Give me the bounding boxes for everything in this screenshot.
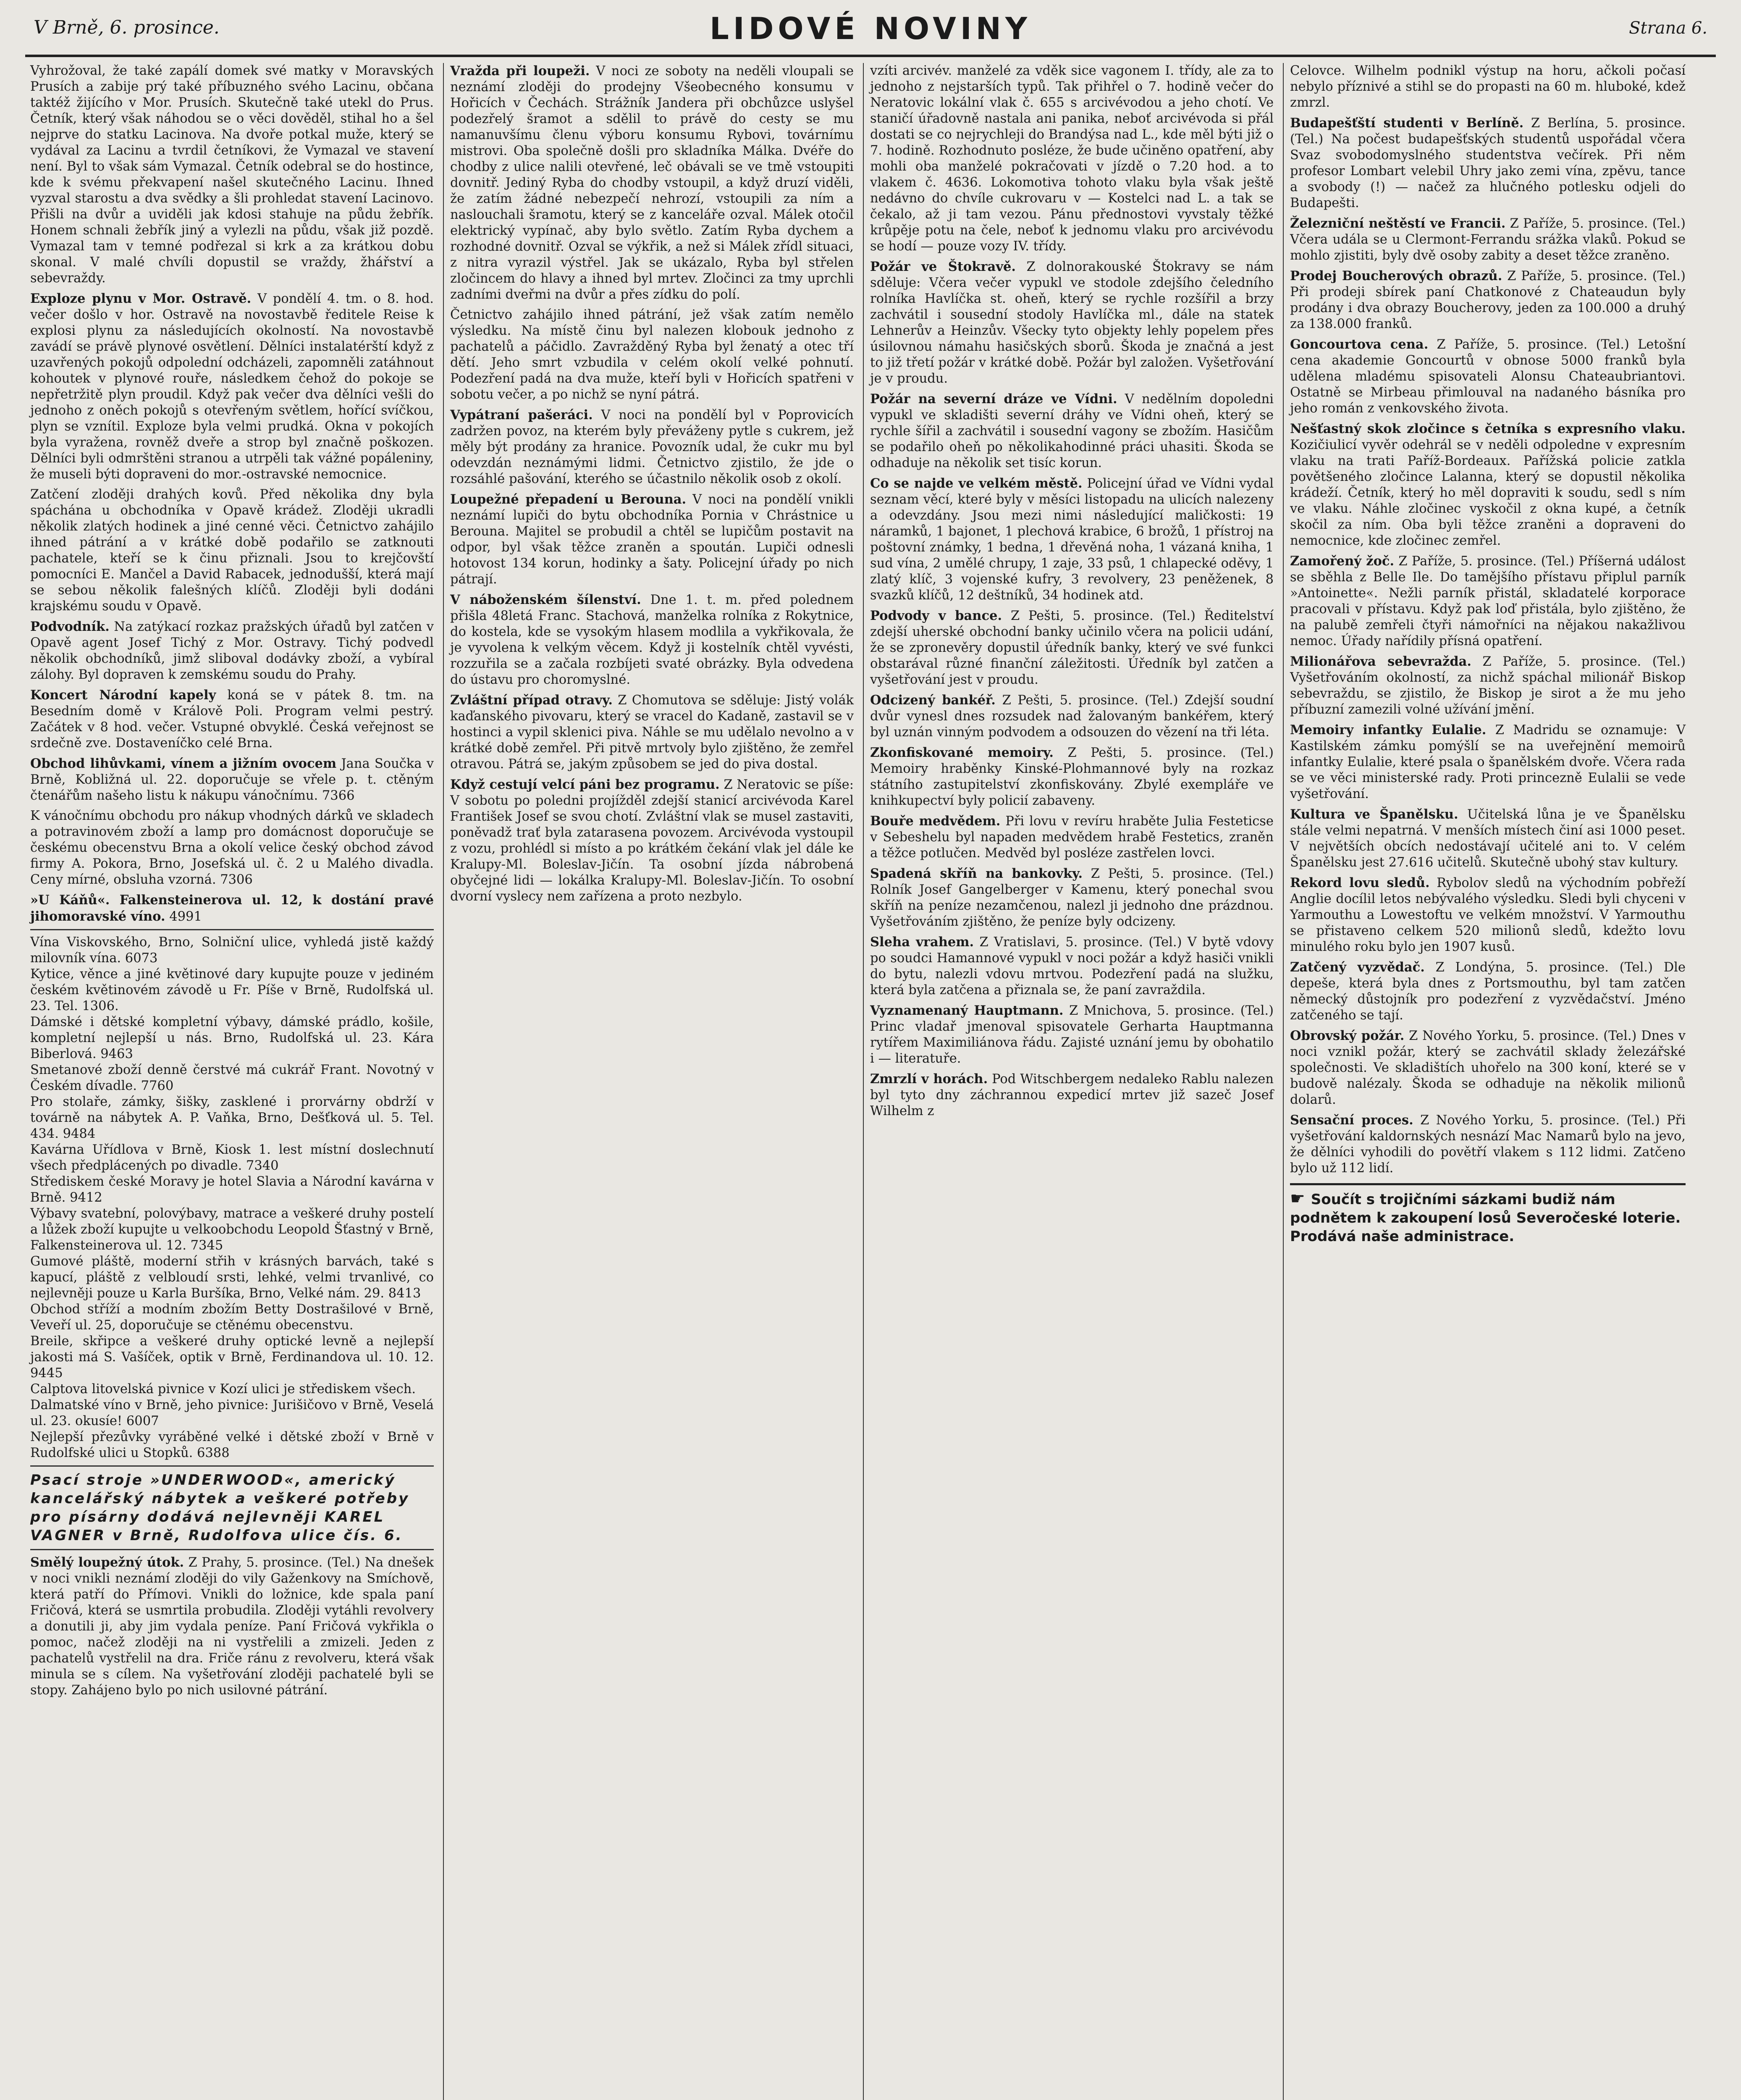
article (30, 487, 434, 614)
column-3 (865, 63, 1279, 2100)
article (870, 1071, 1274, 1119)
article-body: Z Neratovic se píše: V sobotu po poledni projížděl zdejší stanicí arcivévoda Karel František Josef se svou chotí. Zvláštní vlak se musel zastaviti, poněvadž trať byla zatarasena povozem. Arcivévoda vystoupil z vozu, prohlédl si místo a po krátkém čekání vlak jel dále ke Kralupy-Ml. Boleslav-Jičín. Ta osobní jízda nábrobená obyčejné lidi — lokálka Kralupy-Ml. Boleslav-Jičín. To osobní dvorní vyslecy nem zařízena a proto nezbylo. (450, 777, 854, 904)
article-body: Z Paříže, 5. prosince. (Tel.) Při prodeji sbírek paní Chatkonové z Chateaudun byly prodány i dva obrazy Boucherovy, jeden za 100.000 a druhý za 138.000 franků. (1290, 269, 1686, 331)
lottery-notice (1290, 1183, 1686, 1246)
article (1290, 722, 1686, 802)
article-headline: Goncourtova cena. (1290, 337, 1429, 352)
article-headline: Požár na severní dráze ve Vídni. (870, 391, 1117, 407)
article (870, 391, 1274, 471)
article-body: Z Chomutova se sděluje: Jistý volák kaďanského pivovaru, který se vracel do Kadaně, zastavil se v hostinci a vypil sklenici piva. Náhle se mu udělalo nevolno a v krátké době zemřel. Při pitvě mrtvoly bylo zjištěno, že zemřel otravou. Pátrá se, jakým způsobem se jed do piva dostal. (450, 693, 854, 772)
article (30, 808, 434, 888)
article (450, 777, 854, 905)
article-headline: Smělý loupežný útok. (30, 1555, 184, 1570)
article-headline: »U Káňů«. Falkensteinerova ul. 12, k dostání pravé jihomoravské víno. (30, 892, 434, 924)
classified-ad: Gumové pláště, moderní střih v krásných barvách, také s kapucí, pláště z velbloudí srsti, lehké, velmi trvanlivé, co nejlevněji pouze u Karla Buršíka, Brno, Velké nám. 29. 8413 (30, 1254, 434, 1301)
masthead (25, 8, 1716, 57)
article-body: V pondělí 4. tm. o 8. hod. večer došlo v hor. Ostravě na novostavbě ředitele Reise k explosi plynu za následujících okolností. Na novostavbě zavádí se právě plynové osvětlení. Dělníci instalatérští když z uzavřených pokojů odpolední odcházeli, zapomněli zatáhnout kohoutek v plynové rouře, následkem čehož do pokoje se nepřetržitě plyn proudil. Když pak večer dva dělníci vešli do jednoho z oněch pokojů s otevřeným světlem, hořící svíčkou, plyn se vznítil. Exploze byla velmi prudká. Okna v pokojích byla vyražena, rovněž dveře a strop byl značně poškozen. Dělníci byli odmrštěni stranou a utrpěli tak vážné popáleniny, že museli býti dopraveni do mor.-ostravské nemocnice. (30, 291, 434, 482)
article (870, 259, 1274, 387)
article-body: Z Paříže, 5. prosince. (Tel.) Příšerná událost se sběhla z Belle Ile. Do tamějšího přístavu připlul parník »Antoinette«. Nežli parník přistál, skladatelé korporace pracovali v přístavu. Když pak loď přistála, bylo zjištěno, že na palubě zemřeli čtyři námořníci na nějakou nakažlivou nemoc. Úřady nařídily přísná opatření. (1290, 554, 1686, 648)
article-headline: Železniční neštěstí ve Francii. (1290, 216, 1506, 231)
article-headline: Loupežné přepadení u Berouna. (450, 492, 687, 507)
article-body: Dne 1. t. m. před polednem přišla 48letá Franc. Stachová, manželka rolníka z Rokytnice, do kostela, kde se vysokým hlasem modlila a vykřikovala, že je vyvolena k velkým věcem. Když ji kostelník chtěl vyvésti, rozzuřila se a začala rozbíjeti svaté obrázky. Byla odvedena do ústavu pro choromyslné. (450, 593, 854, 687)
article (1290, 268, 1686, 332)
ad-separator (30, 1549, 434, 1550)
article-headline: Zamořený žoč. (1290, 554, 1395, 569)
article-body: Z Londýna, 5. prosince. (Tel.) Dle depeše, která byla dnes z Portsmouthu, byl tam zatčen německý důstojník pro podezření z vyzvědačství. Jméno zatčeného se tají. (1290, 960, 1686, 1023)
article-headline: Prodej Boucherových obrazů. (1290, 268, 1502, 284)
column-2 (445, 63, 859, 2100)
classified-ad: Dalmatské víno v Brně, jeho pivnice: Jurišičovo v Brně, Veselá ul. 23. okusíe! 6007 (30, 1398, 434, 1428)
article-headline: Zvláštní případ otravy. (450, 693, 613, 708)
columns (25, 63, 1716, 2100)
article-headline: Podvodník. (30, 619, 110, 634)
article-body: K vánočnímu obchodu pro nákup vhodných dárků ve skladech a potravinovém zboží a lamp pro domácnost doporučuje se českému obecenstvu Brna a okolí velice český obchod závod firmy A. Pokora, Brno, Josefská ul. č. 2 u Malého divadla. Ceny mírné, obsluha vzorná. 7306 (30, 808, 434, 887)
article (1290, 553, 1686, 649)
classified-ad: Dámské i dětské kompletní výbavy, dámské prádlo, košile, kompletní nejlepší u nás. Brno, Rudolfská ul. 23. Kára Biberlová. 9463 (30, 1015, 434, 1061)
ad-separator (30, 929, 434, 930)
article-body: Kozičiulicí vyvěr odehrál se v neděli odpoledne v expresním vlaku na trati Paříž-Bordeaux. Pařížská policie zatkla povětšeného zločince Lalanna, který se dopustil několika krádeží. Četník, který ho měl dopraviti k soudu, sedl s ním ve vlaku. Náhle zločinec vyskočil z okna kupé, a četník skočil za ním. Oba byli těžce zraněni a dopraveni do nemocnice, kde zločinec zemřel. (1290, 438, 1686, 548)
article (870, 63, 1274, 255)
article-body: Celovce. Wilhelm podnikl výstup na horu, ačkoli počasí nebylo příznivé a stihl se do propasti na 60 m. hluboké, kdež zmrzl. (1290, 63, 1686, 110)
article-body: Z Paříže, 5. prosince. (Tel.) Letošní cena akademie Goncourtů v obnose 5000 franků byla udělena mladému spisovateli Alonsu Chateaubriantovi. Ostatně se Mirbeau přimlouval na nadaného básníka pro jeho román z venkovského života. (1290, 337, 1686, 416)
classified-ad: Střediskem české Moravy je hotel Slavia a Národní kavárna v Brně. 9412 (30, 1174, 434, 1205)
typewriter-advertisement: Psací stroje »UNDERWOOD«, americký kancelářský nábytek a veškeré potřeby pro písárny dodává nejlevněji KAREL VAGNER v Brně, Rudolfova ulice čís. 6. (30, 1472, 410, 1544)
article (870, 475, 1274, 604)
article-body: Z Nového Yorku, 5. prosince. (Tel.) Při vyšetřování kaldornských nesnází Mac Namarů bylo na jevo, že dělníci vyhodili do povětří vlakem s 112 lidmi. Zatčeno bylo už 112 lidí. (1290, 1113, 1686, 1176)
article (1290, 875, 1686, 955)
classified-ad: Smetanové zboží denně čerstvé má cukrář Frant. Novotný v Českém dívadle. 7760 (30, 1063, 434, 1093)
article (30, 619, 434, 683)
article-body: Z Pešti, 5. prosince. (Tel.) Ředitelství zdejší uherské obchodní banky učinilo včera na policii udání, že se zpronevěry dopustil úředník banky, který ve své funkci obstarával různé finanční záležitosti. Úředník byl zatčen a vyšetřování jest v proudu. (870, 609, 1274, 687)
article-headline: Exploze plynu v Mor. Ostravě. (30, 291, 252, 306)
article-headline: Bouře medvědem. (870, 814, 1001, 829)
article-body: Z dolnorakouské Štokravy se nám sděluje: Včera večer vypukl ve stodole zdejšího čeledního rolníka Havlíčka st. oheň, který se rychle rozšířil a brzy zachvátil i sousední stodoly Havlíčka ml., dále na statek Lehnerův a Heinzův. Všecky tyto objekty lehly popelem přes úsilovnou námahu hasičských sborů. Škoda je značná a jest to již třetí požár v krátké době. Požár byl založen. Vyšetřování je v proudu. (870, 260, 1274, 386)
article-body: Z Mnichova, 5. prosince. (Tel.) Princ vladař jmenoval spisovatele Gerharta Hauptmanna rytířem Maximiliánova řádu. Zajisté uznání jemu by obohatilo i — literatuře. (870, 1003, 1274, 1066)
article-headline: Nešťastný skok zločince s četníka s expresního vlaku. (1290, 421, 1686, 436)
article (450, 63, 854, 303)
article (30, 892, 434, 925)
article (1290, 421, 1686, 549)
article (450, 307, 854, 403)
article-body: V noci na pondělí vnikli neznámí lupiči do bytu obchodníka Pornia v Chrástnice u Berouna. Majitel se probudil a chtěl se lupičům postavit na odpor, byl však těžce zraněn a spoután. Lupiči odnesli hotovost 134 korun, hodinky a šaty. Policejní úřady po nich pátrají. (450, 492, 854, 587)
article-headline: Milionářova sebevražda. (1290, 654, 1472, 669)
article-body: Četnictvo zahájilo ihned pátrání, jež však zatím nemělo výsledku. Na místě činu byl nalezen klobouk jednoho z pachatelů a páčidlo. Zavražděný Ryba byl ženatý a otec tří dětí. Jeho smrt vzbudila v celém okolí velké pohnutí. Podezření padá na dva muže, kteří byli v Hořicích spatřeni v sobotu večer, a po nichž se nyní pátrá. (450, 307, 854, 402)
classified-ad: Breile, skřipce a veškeré druhy optické levně a nejlepší jakosti má S. Vašíček, optik v Brně, Ferdinandova ul. 10. 12. 9445 (30, 1334, 434, 1381)
article (1290, 959, 1686, 1024)
article (870, 866, 1274, 930)
article-headline: Vypátraní pašeráci. (450, 407, 593, 423)
article-headline: Požár ve Štokravě. (870, 259, 1016, 274)
article (30, 756, 434, 804)
article-headline: V náboženském šílenství. (450, 592, 641, 607)
classified-ad: Výbavy svatební, polovýbavy, matrace a veškeré druhy postelí a lůžek zboží kupujte u velkoobchodu Leopold Šťastný v Brně, Falkensteinerova ul. 12. 7345 (30, 1206, 434, 1253)
article-body: Z Madridu se oznamuje: V Kastilském zámku pomýšlí se na uveřejnění memoirů infantky Eulalie, které psala o španělském dvoře. Včera rada se ve věci ministerské rady. Proti princezně Eulalii se vede vyšetřování. (1290, 723, 1686, 801)
article-headline: Rekord lovu sledů. (1290, 875, 1430, 890)
article (870, 1003, 1274, 1067)
newspaper-title: LIDOVÉ NOVINY (709, 11, 1032, 46)
lottery-notice-text: Součít s trojičními sázkami budiž nám podnětem k zakoupení losů Severočeské loterie. Prodává naše administrace. (1290, 1191, 1681, 1245)
article (450, 592, 854, 688)
pointing-hand-icon: ☛ (1290, 1189, 1311, 1208)
article (1290, 115, 1686, 211)
article-body: Rybolov sledů na východním pobřeží Anglie docílil letos nebývalého výsledku. Sledi byli chyceni v Yarmouthu a Lowestoftu ve velkém množství. V Yarmouthu se přistaveno celkem 520 milionů sledů, kdežto lovu minulého roku bylo jen 1907 kusů. (1290, 876, 1686, 954)
ad-separator (30, 1465, 434, 1467)
article-body: Vyhrožoval, že také zapálí domek své matky v Moravských Prusích a zabije prý také příbuzného svého Lacinu, občana taktéž žijícího v Mor. Prusích. Skutečně také utekl do Prus. Četník, který však náhodou se o věci dověděl, stihal ho a šel nejprve do statku Lacinova. Na dvoře potkal muže, který se vydával za Lacinu a tvrdil četníkovi, že Vymazal ve stavení není. Byl to však sám Vymazal. Četník odebral se do hostince, kde k svému překvapení našel skutečného Lacinu. Ihned vyzval starostu a dva svědky a šli prohledat stavení Lacinovo. Přišli na dvůr a uviděli jak kdosi stahuje na půdu žebřík. Honem schnali žebřík jiný a vylezli na půdu, však již pozdě. Vymazal tam v temné podřezal si krk a za krátkou dobu skonal. V malé chvíli dopustil se vraždy, žhářství a sebevraždy. (30, 63, 434, 286)
article (1290, 1028, 1686, 1108)
article-headline: Vyznamenaný Hauptmann. (870, 1003, 1064, 1018)
article-body: Jana Součka v Brně, Kobližná ul. 22. doporučuje se vřele p. t. ctěným čtenářům našeho listu k nákupu vánočnímu. 7366 (30, 756, 434, 803)
article-headline: Zkonfiskované memoiry. (870, 745, 1054, 760)
article-headline: Když cestují velcí páni bez programu. (450, 777, 720, 792)
article (1290, 654, 1686, 718)
article-headline: Podvody v bance. (870, 608, 1002, 623)
article (870, 745, 1274, 809)
article-body: V nedělním dopoledni vypukl ve skladišti severní dráhy ve Vídni oheň, který se rychle šířil a zachvátil i sousední vagony se zbožím. Hasičům se podařilo oheň po několikahodinné práci uhasiti. Škoda se odhaduje na několik set tisíc korun. (870, 392, 1274, 470)
article-body: Na zatýkací rozkaz pražských úřadů byl zatčen v Opavě agent Josef Tichý z Mor. Ostravy. Tichý podvedl několik obchodníků, jimž sliboval dodávky zboží, a vybíral zálohy. Byl dopraven k zemskému soudu do Prahy. (30, 620, 434, 682)
article-body: Učitelská lůna je ve Španělsku stále velmi nepatrná. V menších místech činí asi 1000 peset. V největších obcích nedostávají učitelé ani to. V celém Španělsku jest 27.616 učitelů. Skutečně ubohý stav kultury. (1290, 807, 1686, 870)
article-headline: Obchod lihůvkami, vínem a jižním ovocem (30, 756, 337, 771)
classified-ad: Nejlepší přezůvky vyráběné velké i dětské zboží v Brně v Rudolfské ulici u Stopků. 6388 (30, 1430, 434, 1460)
classified-ad: Vína Viskovského, Brno, Solniční ulice, vyhledá jistě každý milovník vína. 6073 (30, 935, 434, 966)
article-body: Z Paříže, 5. prosince. (Tel.) Včera udála se u Clermont-Ferrandu srážka vlaků. Pokud se mohlo zjistiti, byly dvě osoby zabity a deset těžce zraněno. (1290, 216, 1686, 263)
column-1 (25, 63, 439, 2100)
article (1290, 806, 1686, 871)
article-body: Z Vratislavi, 5. prosince. (Tel.) V bytě vdovy po soudci Hamannové vypukl v noci požár a když hasiči vnikli do bytu, nalezli vdovu mrtvou. Podezření padá na služku, která byla zatčena a přiznala se, že paní zavraždila. (870, 935, 1274, 998)
article (870, 813, 1274, 861)
article (30, 291, 434, 483)
article-body: Z Prahy, 5. prosince. (Tel.) Na dnešek v noci vnikli neznámí zloději do vily Gaženkovy na Smíchově, která patří do Přímovi. Vnikli do ložnice, kde spala paní Fričová, která se usmrtila probudila. Zloději vytáhli revolvery a donutili ji, aby jim vydala peníze. Paní Fričová vykřikla o pomoc, načež zloději na ni vystřelili a zmizeli. Jeden z pachatelů vystřelil na dra. Friče ránu z revolveru, která však minula se s cílem. Na vyšetřování zloději pachatelé byli se stopy. Zahájeno bylo po nich usilovné pátrání. (30, 1555, 434, 1698)
article (870, 934, 1274, 998)
article-headline: Zmrzlí v horách. (870, 1071, 988, 1087)
article (1290, 215, 1686, 264)
page-number: Strana 6. (1629, 18, 1707, 38)
article-body: koná se v pátek 8. tm. na Besedním domě v Králově Poli. Program velmi pestrý. Začátek v 8 hod. večer. Vstupné obvyklé. Česká veřejnost se srdečně zve. Dostaveníčko celé Brna. (30, 688, 434, 751)
article (1290, 336, 1686, 417)
article-body: Z Nového Yorku, 5. prosince. (Tel.) Dnes v noci vznikl požár, který se zachvátil sklady železářské společnosti. Ve skladištích uhořelo na 300 koní, které se v budově nalézaly. Škoda se odhaduje na několik milionů dolarů. (1290, 1029, 1686, 1107)
article-headline: Sleha vrahem. (870, 934, 974, 950)
article-body: vzíti arcivév. manželé za vděk sice vagonem I. třídy, ale za to jednoho z nejstarších typů. Tak přihřel o 7. hodině večer do Neratovic lokální vlak č. 655 s arcivévodou a jeho chotí. Ve staničí úřadovně nastala ani panika, neboť arcivévoda si přál dostati se co nejrychleji do Brandýsa nad L., kde měl býti již o 7. hodině. Rozhodnuto posléze, že bude učiněno opatření, aby mohli oba manželé pokračovati v jízdě o 7.20 hod. a to vlakem č. 4636. Lokomotiva tohoto vlaku byla však ještě nedávno do chvíle cukrovaru v — Kostelci nad L. a tak se čekalo, až ji tam vezou. Pánu přednostovi vyvstaly těžké krůpěje potu na čele, neboť k jednomu vlaku pro arcivévodu se hodí — pouze vozy IV. třídy. (870, 63, 1274, 254)
article (1290, 1112, 1686, 1176)
article (870, 692, 1274, 740)
classified-ad: Kavárna Uřídlova v Brně, Kiosk 1. lest místní doslechnutí všech předplácených po divadle. 7340 (30, 1142, 434, 1173)
article-headline: Zatčený vyzvědač. (1290, 960, 1425, 975)
article (1290, 63, 1686, 111)
article-headline: Spadená skříň na bankovky. (870, 866, 1083, 881)
article (450, 491, 854, 588)
classified-ad: Calptova litovelská pivnice v Kozí ulici je střediskem všech. (30, 1382, 416, 1396)
article (870, 608, 1274, 688)
article-headline: Memoiry infantky Eulalie. (1290, 722, 1487, 738)
column-4 (1285, 63, 1691, 2100)
classified-ad: Pro stolaře, zámky, šišky, zasklené i prorvárny obdrží v továrně na nábytek A. P. Vaňka, Brno, Dešťková ul. 5. Tel. 434. 9484 (30, 1095, 434, 1141)
article-body: Z Pešti, 5. prosince. (Tel.) Zdejší soudní dvůr vynesl dnes rozsudek nad žalovaným bankéřem, který byl uznán vinným podvodem a odsouzen do vězení na tři léta. (870, 693, 1274, 740)
article-headline: Odcizený bankéř. (870, 693, 996, 708)
article-body: Z Berlína, 5. prosince. (Tel.) Na počest budapešťských studentů uspořádal včera Svaz svobodomyslného studentstva večírek. Při něm profesor Lombart velebil Uhry jako zemi vína, zpěvu, tance a svobody (!) — načež za hlučného potlesku odjeli do Budapešti. (1290, 116, 1686, 210)
article-body: V noci na pondělí byl v Poprovicích zadržen povoz, na kterém byly převáženy pytle s cukrem, jež měly být prodány za hranice. Povozník udal, že cukr mu byl odevzdán neznámými lidmi. Četnictvo zjistilo, že jde o rozsáhlé pašování, kterého se účastnilo několik osob z okolí. (450, 408, 854, 486)
article-body: Zatčení zloději drahých kovů. Před několika dny byla spáchána u obchodníka v Opavě krádež. Zloději ukradli několik zlatých hodinek a jiné cenné věci. Četnictvo zahájilo ihned pátrání a v krátké době podařilo se zatknouti pachatele, kteří se k činu přiznali. Jsou to krejčovští pomocníci E. Mančel a David Rabacek, jednodušší, která mají se sebou několik falešných klíčů. Zloději byli dodáni krajskému soudu v Opavě. (30, 487, 434, 614)
article (450, 407, 854, 487)
dateline: V Brně, 6. prosince. (34, 17, 220, 38)
article-body: Z Pešti, 5. prosince. (Tel.) Rolník Josef Gangelberger v Kamenu, který ponechal svou skříň na peníze nezamčenou, nalezl ji jednoho dne prázdnou. Vyšetřováním zjištěno, že peníze byly odcizeny. (870, 866, 1274, 929)
article-headline: Obrovský požár. (1290, 1028, 1405, 1043)
article-body: Pod Witschbergem nedaleko Rablu nalezen byl tyto dny záchrannou expedicí mrtev již sazeč Josef Wilhelm z (870, 1072, 1274, 1118)
article (450, 692, 854, 772)
classified-ad: Kytice, věnce a jiné květinové dary kupujte pouze v jediném českém květinovém závodě u Fr. Píše v Brně, Rudolfská ul. 23. Tel. 1306. (30, 967, 434, 1013)
article-body: 4991 (169, 909, 202, 924)
article-body: Policejní úřad ve Vídni vydal seznam věcí, které byly v měsíci listopadu na ulicích nalezeny a odevzdány. Jsou mezi nimi následující maličkosti: 19 náramků, 1 bajonet, 1 plechová krabice, 6 brožů, 1 přístroj na poštovní známky, 1 bedna, 1 dřevěná noha, 1 vázaná kniha, 1 sud vína, 2 umělé chrupy, 1 zaje, 33 psů, 1 chlapecké oděvy, 1 zlatý klíč, 3 vojenské kufry, 3 revolvery, 23 peněženek, 8 svazků klíčů, 12 deštníků, 34 hodinek atd. (870, 476, 1274, 603)
article-headline: Koncert Národní kapely (30, 688, 216, 703)
article (30, 63, 434, 286)
article-body: Při lovu v revíru hraběte Julia Festeticse v Sebeshelu byl napaden medvědem hrabě Festetics, zraněn a těžce potlučen. Medvěd byl posléze zastřelen lovci. (870, 814, 1274, 861)
article-headline: Budapešťští studenti v Berlíně. (1290, 116, 1524, 131)
article-body: Z Paříže, 5. prosince. (Tel.) Vyšetřováním okolností, za nichž spáchal milionář Biskop sebevraždu, se zjistilo, že Biskop je sirot a že mu jeho příbuzní zamezili volné užívání jmění. (1290, 654, 1686, 717)
article-body: V noci ze soboty na neděli vloupali se neznámí zloději do prodejny Všeobecného konsumu v Hořicích v Čechách. Strážník Jandera při obchůzce uslyšel podezřelý šramot a sdělil to právě do cesty se mu namanuvšímu členu výboru konsumu Rybovi, továrnímu mistrovi. Oba společně došli pro skladníka Málka. Dvéře do chodby z ulice nalili otevřené, leč obávali se ve tmě vstoupiti dovnitř. Jediný Ryba do chodby vstoupil, a když druzí viděli, že zatím žádné nebezpečí nehrozí, vstoupili za ním a naslouchali šramotu, který se z kanceláře ozval. Málek otočil elektrický vypínač, aby bylo světlo. Zatím Ryba dychem a rozhodné dovnitř. Ozval se výkřik, a než si Málek zřídl situaci, z nitra vyrazil výstřel. Jak se ukázalo, Ryba byl střelen zločincem do hlavy a ihned byl mrtev. Zločinci za tmy uprchli zadními dveřmi na dvůr a přes zídku do polí. (450, 64, 854, 302)
article-body: Z Pešti, 5. prosince. (Tel.) Memoiry hraběnky Kinské-Plohmannové byly na rozkaz státního zastupitelství zkonfiskovány. Zbylé exempláře ve knihkupectví byly policií zabaveny. (870, 746, 1274, 808)
article-headline: Kultura ve Španělsku. (1290, 807, 1458, 822)
classified-ad: Obchod stříží a modním zbožím Betty Dostrašilové v Brně, Veveří ul. 25, doporučuje se ctěnému obecenstvu. (30, 1302, 434, 1333)
article (30, 1554, 434, 1698)
article-headline: Vražda při loupeži. (450, 63, 590, 79)
article-headline: Co se najde ve velkém městě. (870, 476, 1083, 491)
article-headline: Sensační proces. (1290, 1113, 1413, 1128)
article (30, 687, 434, 751)
